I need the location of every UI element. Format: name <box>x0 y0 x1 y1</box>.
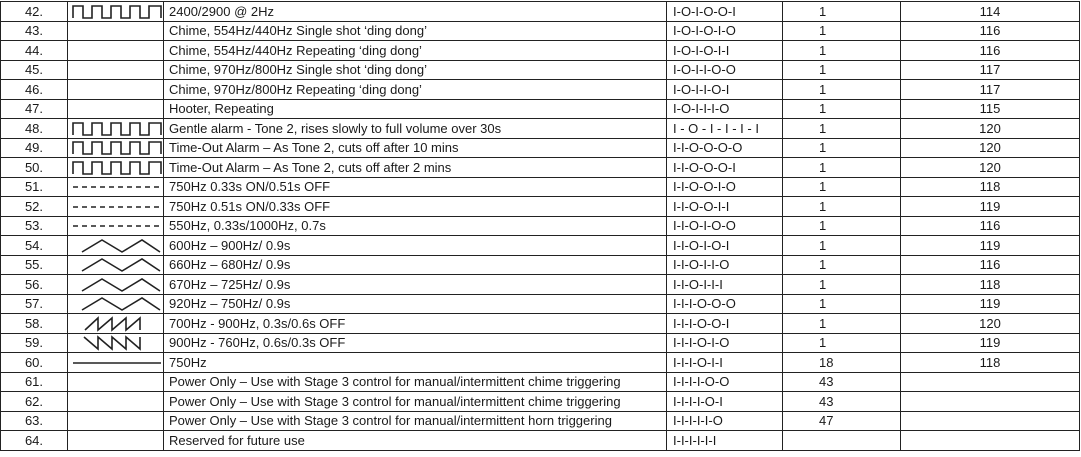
table-row <box>1 197 1080 217</box>
table-row <box>1 314 1080 334</box>
stage-value: 1 <box>783 255 901 275</box>
db-value <box>901 431 1080 451</box>
row-number: 47. <box>1 99 68 119</box>
stage-value: 1 <box>783 216 901 236</box>
waveform-cell <box>68 275 164 295</box>
table-row <box>1 119 1080 139</box>
table-row <box>1 138 1080 158</box>
db-value <box>901 392 1080 412</box>
db-value <box>901 372 1080 392</box>
stage-value: 1 <box>783 275 901 295</box>
db-value: 117 <box>901 80 1080 100</box>
table-row <box>1 41 1080 61</box>
stage-value: 47 <box>783 411 901 431</box>
stage-value: 1 <box>783 294 901 314</box>
table-row <box>1 255 1080 275</box>
tone-description: 750Hz <box>164 353 667 373</box>
tone-description: 750Hz 0.51s ON/0.33s OFF <box>164 197 667 217</box>
triangle-wave-icon <box>72 276 162 293</box>
tone-description: 700Hz - 900Hz, 0.3s/0.6s OFF <box>164 314 667 334</box>
table-row <box>1 372 1080 392</box>
stage-value: 1 <box>783 197 901 217</box>
dip-switch-code: I-I-I-I-O-I <box>667 392 783 412</box>
stage-value: 1 <box>783 41 901 61</box>
waveform-cell <box>68 372 164 392</box>
table-row <box>1 411 1080 431</box>
row-number: 45. <box>1 60 68 80</box>
db-value: 118 <box>901 275 1080 295</box>
stage-value: 1 <box>783 333 901 353</box>
dip-switch-code: I-O-I-O-I-I <box>667 41 783 61</box>
waveform-cell <box>68 411 164 431</box>
row-number: 62. <box>1 392 68 412</box>
row-number: 49. <box>1 138 68 158</box>
tone-description: Reserved for future use <box>164 431 667 451</box>
dip-switch-code: I-O-I-O-I-O <box>667 21 783 41</box>
dip-switch-code: I-I-O-I-O-I <box>667 236 783 256</box>
table-row <box>1 99 1080 119</box>
tone-description: Chime, 970Hz/800Hz Single shot ‘ding dong’ <box>164 60 667 80</box>
stage-value: 43 <box>783 372 901 392</box>
dip-switch-code: I-I-O-O-O-I <box>667 158 783 178</box>
table-row <box>1 80 1080 100</box>
waveform-cell <box>68 392 164 412</box>
table-row <box>1 177 1080 197</box>
dip-switch-code: I-I-O-I-O-O <box>667 216 783 236</box>
waveform-cell <box>68 60 164 80</box>
db-value: 116 <box>901 21 1080 41</box>
row-number: 60. <box>1 353 68 373</box>
stage-value: 18 <box>783 353 901 373</box>
dip-switch-code: I-I-I-O-O-O <box>667 294 783 314</box>
dashed-wave-icon <box>72 178 162 195</box>
db-value: 120 <box>901 138 1080 158</box>
stage-value: 1 <box>783 99 901 119</box>
waveform-cell <box>68 99 164 119</box>
square-wave-icon <box>72 159 162 176</box>
db-value: 118 <box>901 353 1080 373</box>
tone-description: Chime, 970Hz/800Hz Repeating ‘ding dong’ <box>164 80 667 100</box>
tone-description: 660Hz – 680Hz/ 0.9s <box>164 255 667 275</box>
row-number: 48. <box>1 119 68 139</box>
tone-description: 2400/2900 @ 2Hz <box>164 2 667 22</box>
row-number: 42. <box>1 2 68 22</box>
table-row <box>1 294 1080 314</box>
stage-value <box>783 431 901 451</box>
table-row <box>1 431 1080 451</box>
db-value: 120 <box>901 314 1080 334</box>
row-number: 56. <box>1 275 68 295</box>
dip-switch-code: I-I-O-O-I-I <box>667 197 783 217</box>
tone-description: Power Only – Use with Stage 3 control for manual/intermittent chime triggering <box>164 392 667 412</box>
db-value: 116 <box>901 41 1080 61</box>
square-wave-icon <box>72 120 162 137</box>
waveform-cell <box>68 353 164 373</box>
row-number: 44. <box>1 41 68 61</box>
waveform-cell <box>68 431 164 451</box>
row-number: 53. <box>1 216 68 236</box>
stage-value: 43 <box>783 392 901 412</box>
stage-value: 1 <box>783 119 901 139</box>
triangle-wave-icon <box>72 237 162 254</box>
table-row <box>1 333 1080 353</box>
waveform-cell <box>68 197 164 217</box>
row-number: 64. <box>1 431 68 451</box>
stage-value: 1 <box>783 177 901 197</box>
waveform-cell <box>68 138 164 158</box>
dip-switch-code: I-I-I-I-I-O <box>667 411 783 431</box>
table-row <box>1 216 1080 236</box>
db-value: 120 <box>901 119 1080 139</box>
tone-description: 670Hz – 725Hz/ 0.9s <box>164 275 667 295</box>
dip-switch-code: I-I-O-I-I-O <box>667 255 783 275</box>
waveform-cell <box>68 41 164 61</box>
row-number: 46. <box>1 80 68 100</box>
db-value: 116 <box>901 216 1080 236</box>
db-value: 120 <box>901 158 1080 178</box>
table-row <box>1 392 1080 412</box>
waveform-cell <box>68 314 164 334</box>
waveform-cell <box>68 294 164 314</box>
tone-description: Power Only – Use with Stage 3 control for manual/intermittent chime triggering <box>164 372 667 392</box>
table-row <box>1 158 1080 178</box>
db-value: 117 <box>901 60 1080 80</box>
tone-description: 920Hz – 750Hz/ 0.9s <box>164 294 667 314</box>
table-row <box>1 353 1080 373</box>
tone-description: Gentle alarm - Tone 2, rises slowly to full volume over 30s <box>164 119 667 139</box>
dip-switch-code: I-O-I-I-O-O <box>667 60 783 80</box>
dip-switch-code: I-I-I-O-I-O <box>667 333 783 353</box>
db-value: 116 <box>901 255 1080 275</box>
stage-value: 1 <box>783 2 901 22</box>
waveform-cell <box>68 333 164 353</box>
stage-value: 1 <box>783 158 901 178</box>
row-number: 52. <box>1 197 68 217</box>
dip-switch-code: I-O-I-O-O-I <box>667 2 783 22</box>
dip-switch-code: I-I-O-O-I-O <box>667 177 783 197</box>
dip-switch-code: I-I-O-I-I-I <box>667 275 783 295</box>
dashed-wave-icon <box>72 217 162 234</box>
waveform-cell <box>68 158 164 178</box>
db-value: 119 <box>901 333 1080 353</box>
dip-switch-code: I-I-O-O-O-O <box>667 138 783 158</box>
row-number: 63. <box>1 411 68 431</box>
triangle-wave-icon <box>72 295 162 312</box>
tone-table-body <box>1 2 1080 451</box>
triangle-wave-icon <box>72 256 162 273</box>
tone-description: Time-Out Alarm – As Tone 2, cuts off after 10 mins <box>164 138 667 158</box>
row-number: 61. <box>1 372 68 392</box>
db-value: 119 <box>901 294 1080 314</box>
tone-description: 750Hz 0.33s ON/0.51s OFF <box>164 177 667 197</box>
table-row <box>1 2 1080 22</box>
db-value: 119 <box>901 236 1080 256</box>
flat-wave-icon <box>72 354 162 371</box>
dip-switch-code: I-I-I-O-O-I <box>667 314 783 334</box>
row-number: 54. <box>1 236 68 256</box>
db-value: 119 <box>901 197 1080 217</box>
tone-description: Time-Out Alarm – As Tone 2, cuts off after 2 mins <box>164 158 667 178</box>
tone-table <box>0 1 1080 451</box>
row-number: 43. <box>1 21 68 41</box>
dip-switch-code: I-I-I-I-O-O <box>667 372 783 392</box>
table-row <box>1 236 1080 256</box>
table-row <box>1 60 1080 80</box>
waveform-cell <box>68 21 164 41</box>
square-wave-icon <box>72 3 162 20</box>
sawup-wave-icon <box>72 315 162 332</box>
dip-switch-code: I-O-I-I-I-O <box>667 99 783 119</box>
waveform-cell <box>68 255 164 275</box>
stage-value: 1 <box>783 314 901 334</box>
dip-switch-code: I-I-I-I-I-I <box>667 431 783 451</box>
tone-description: Power Only – Use with Stage 3 control for manual/intermittent horn triggering <box>164 411 667 431</box>
table-row <box>1 275 1080 295</box>
tone-description: 550Hz, 0.33s/1000Hz, 0.7s <box>164 216 667 236</box>
waveform-cell <box>68 2 164 22</box>
stage-value: 1 <box>783 138 901 158</box>
db-value: 114 <box>901 2 1080 22</box>
stage-value: 1 <box>783 236 901 256</box>
db-value: 115 <box>901 99 1080 119</box>
row-number: 51. <box>1 177 68 197</box>
tone-description: 600Hz – 900Hz/ 0.9s <box>164 236 667 256</box>
waveform-cell <box>68 177 164 197</box>
waveform-cell <box>68 216 164 236</box>
waveform-cell <box>68 80 164 100</box>
square-wave-icon <box>72 139 162 156</box>
row-number: 50. <box>1 158 68 178</box>
stage-value: 1 <box>783 60 901 80</box>
row-number: 58. <box>1 314 68 334</box>
stage-value: 1 <box>783 21 901 41</box>
row-number: 55. <box>1 255 68 275</box>
row-number: 57. <box>1 294 68 314</box>
dashed-wave-icon <box>72 198 162 215</box>
tone-description: 900Hz - 760Hz, 0.6s/0.3s OFF <box>164 333 667 353</box>
row-number: 59. <box>1 333 68 353</box>
dip-switch-code: I - O - I - I - I - I <box>667 119 783 139</box>
waveform-cell <box>68 119 164 139</box>
dip-switch-code: I-O-I-I-O-I <box>667 80 783 100</box>
sawdown-wave-icon <box>72 334 162 351</box>
table-row <box>1 21 1080 41</box>
tone-description: Chime, 554Hz/440Hz Repeating ‘ding dong’ <box>164 41 667 61</box>
db-value: 118 <box>901 177 1080 197</box>
dip-switch-code: I-I-I-O-I-I <box>667 353 783 373</box>
waveform-cell <box>68 236 164 256</box>
tone-description: Hooter, Repeating <box>164 99 667 119</box>
tone-description: Chime, 554Hz/440Hz Single shot ‘ding dong’ <box>164 21 667 41</box>
db-value <box>901 411 1080 431</box>
stage-value: 1 <box>783 80 901 100</box>
